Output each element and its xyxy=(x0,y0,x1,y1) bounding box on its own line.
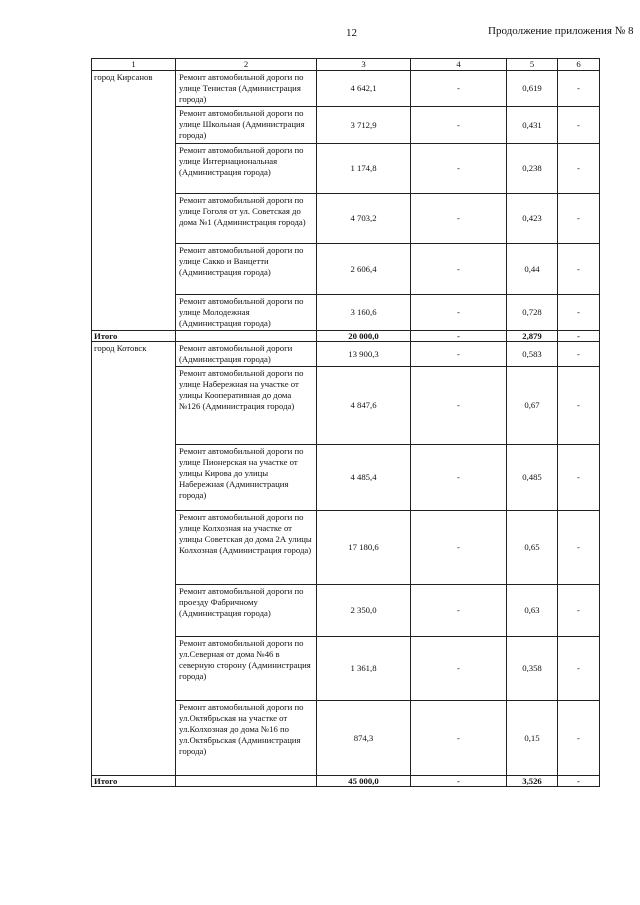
length-cell: 0,63 xyxy=(507,585,558,637)
column-4-cell: - xyxy=(411,295,507,331)
road-description-cell: Ремонт автомобильной дороги по проезду Фабричному (Администрация города) xyxy=(176,585,317,637)
cost-cell: 1 361,8 xyxy=(317,637,411,701)
total-label: Итого xyxy=(92,331,176,342)
road-description-cell: Ремонт автомобильной дороги по улице Молодежная (Администрация города) xyxy=(176,295,317,331)
total-column-6-cell: - xyxy=(558,776,600,787)
cost-cell: 1 174,8 xyxy=(317,144,411,194)
column-4-cell: - xyxy=(411,367,507,445)
column-4-cell: - xyxy=(411,637,507,701)
column-header: 2 xyxy=(176,59,317,71)
length-cell: 0,67 xyxy=(507,367,558,445)
total-description-cell xyxy=(176,331,317,342)
length-cell: 0,431 xyxy=(507,107,558,144)
cost-cell: 4 642,1 xyxy=(317,71,411,107)
cost-cell: 4 485,4 xyxy=(317,445,411,511)
length-cell: 0,65 xyxy=(507,511,558,585)
cost-cell: 3 160,6 xyxy=(317,295,411,331)
column-6-cell: - xyxy=(558,637,600,701)
column-6-cell: - xyxy=(558,511,600,585)
column-6-cell: - xyxy=(558,107,600,144)
length-cell: 0,728 xyxy=(507,295,558,331)
road-description-cell: Ремонт автомобильной дороги по улице Сакко и Ванцетти (Администрация города) xyxy=(176,244,317,295)
table-row xyxy=(92,71,600,107)
total-column-4-cell: - xyxy=(411,776,507,787)
length-cell: 0,619 xyxy=(507,71,558,107)
table-row xyxy=(92,342,600,367)
road-description-cell: Ремонт автомобильной дороги по улице Школьная (Администрация города) xyxy=(176,107,317,144)
column-6-cell: - xyxy=(558,585,600,637)
city-name-cell: город Кирсанов xyxy=(92,71,176,331)
road-repair-table xyxy=(91,58,600,787)
cost-cell: 13 900,3 xyxy=(317,342,411,367)
column-header: 6 xyxy=(558,59,600,71)
total-row xyxy=(92,776,600,787)
road-description-cell: Ремонт автомобильной дороги (Администрация города) xyxy=(176,342,317,367)
cost-cell: 2 350,0 xyxy=(317,585,411,637)
total-description-cell xyxy=(176,776,317,787)
column-header: 4 xyxy=(411,59,507,71)
length-cell: 0,44 xyxy=(507,244,558,295)
column-4-cell: - xyxy=(411,194,507,244)
road-description-cell: Ремонт автомобильной дороги по улице Тенистая (Администрация города) xyxy=(176,71,317,107)
column-6-cell: - xyxy=(558,295,600,331)
column-header: 3 xyxy=(317,59,411,71)
cost-cell: 2 606,4 xyxy=(317,244,411,295)
column-4-cell: - xyxy=(411,511,507,585)
total-label: Итого xyxy=(92,776,176,787)
page-number: 12 xyxy=(346,27,357,39)
cost-cell: 874,3 xyxy=(317,701,411,776)
column-6-cell: - xyxy=(558,194,600,244)
column-header: 1 xyxy=(92,59,176,71)
table-header-row xyxy=(92,59,600,71)
length-cell: 0,358 xyxy=(507,637,558,701)
column-header: 5 xyxy=(507,59,558,71)
column-4-cell: - xyxy=(411,244,507,295)
cost-cell: 4 847,6 xyxy=(317,367,411,445)
column-4-cell: - xyxy=(411,585,507,637)
column-6-cell: - xyxy=(558,367,600,445)
length-cell: 0,238 xyxy=(507,144,558,194)
column-4-cell: - xyxy=(411,144,507,194)
city-name-cell: город Котовск xyxy=(92,342,176,776)
road-description-cell: Ремонт автомобильной дороги по улице Колхозная на участке от улицы Советская до дома 2А улицы Колхозная (Администрация города) xyxy=(176,511,317,585)
cost-cell: 17 180,6 xyxy=(317,511,411,585)
road-description-cell: Ремонт автомобильной дороги по ул.Северная от дома №46 в северную сторону (Администрация города) xyxy=(176,637,317,701)
length-cell: 0,583 xyxy=(507,342,558,367)
total-cost-cell: 20 000,0 xyxy=(317,331,411,342)
column-6-cell: - xyxy=(558,144,600,194)
total-cost-cell: 45 000,0 xyxy=(317,776,411,787)
road-description-cell: Ремонт автомобильной дороги по улице Интернациональная (Администрация города) xyxy=(176,144,317,194)
column-4-cell: - xyxy=(411,107,507,144)
column-6-cell: - xyxy=(558,342,600,367)
column-6-cell: - xyxy=(558,445,600,511)
total-column-6-cell: - xyxy=(558,331,600,342)
length-cell: 0,423 xyxy=(507,194,558,244)
column-4-cell: - xyxy=(411,71,507,107)
road-description-cell: Ремонт автомобильной дороги по улице Гоголя от ул. Советская до дома №1 (Администрация города) xyxy=(176,194,317,244)
column-6-cell: - xyxy=(558,244,600,295)
appendix-continuation-label: Продолжение приложения № 8 xyxy=(488,25,634,37)
total-column-4-cell: - xyxy=(411,331,507,342)
road-description-cell: Ремонт автомобильной дороги по улице Набережная на участке от улицы Кооперативная до дома №126 (Администрация города) xyxy=(176,367,317,445)
total-row xyxy=(92,331,600,342)
road-description-cell: Ремонт автомобильной дороги по ул.Октябрьская на участке от ул.Колхозная до дома №16 по ул.Октябрьская (Администрация города) xyxy=(176,701,317,776)
column-4-cell: - xyxy=(411,445,507,511)
total-length-cell: 2,879 xyxy=(507,331,558,342)
column-6-cell: - xyxy=(558,71,600,107)
column-4-cell: - xyxy=(411,701,507,776)
column-6-cell: - xyxy=(558,701,600,776)
length-cell: 0,15 xyxy=(507,701,558,776)
length-cell: 0,485 xyxy=(507,445,558,511)
road-description-cell: Ремонт автомобильной дороги по улице Пионерская на участке от улицы Кирова до улицы Набережная (Администрация города) xyxy=(176,445,317,511)
column-4-cell: - xyxy=(411,342,507,367)
total-length-cell: 3,526 xyxy=(507,776,558,787)
cost-cell: 3 712,9 xyxy=(317,107,411,144)
cost-cell: 4 703,2 xyxy=(317,194,411,244)
